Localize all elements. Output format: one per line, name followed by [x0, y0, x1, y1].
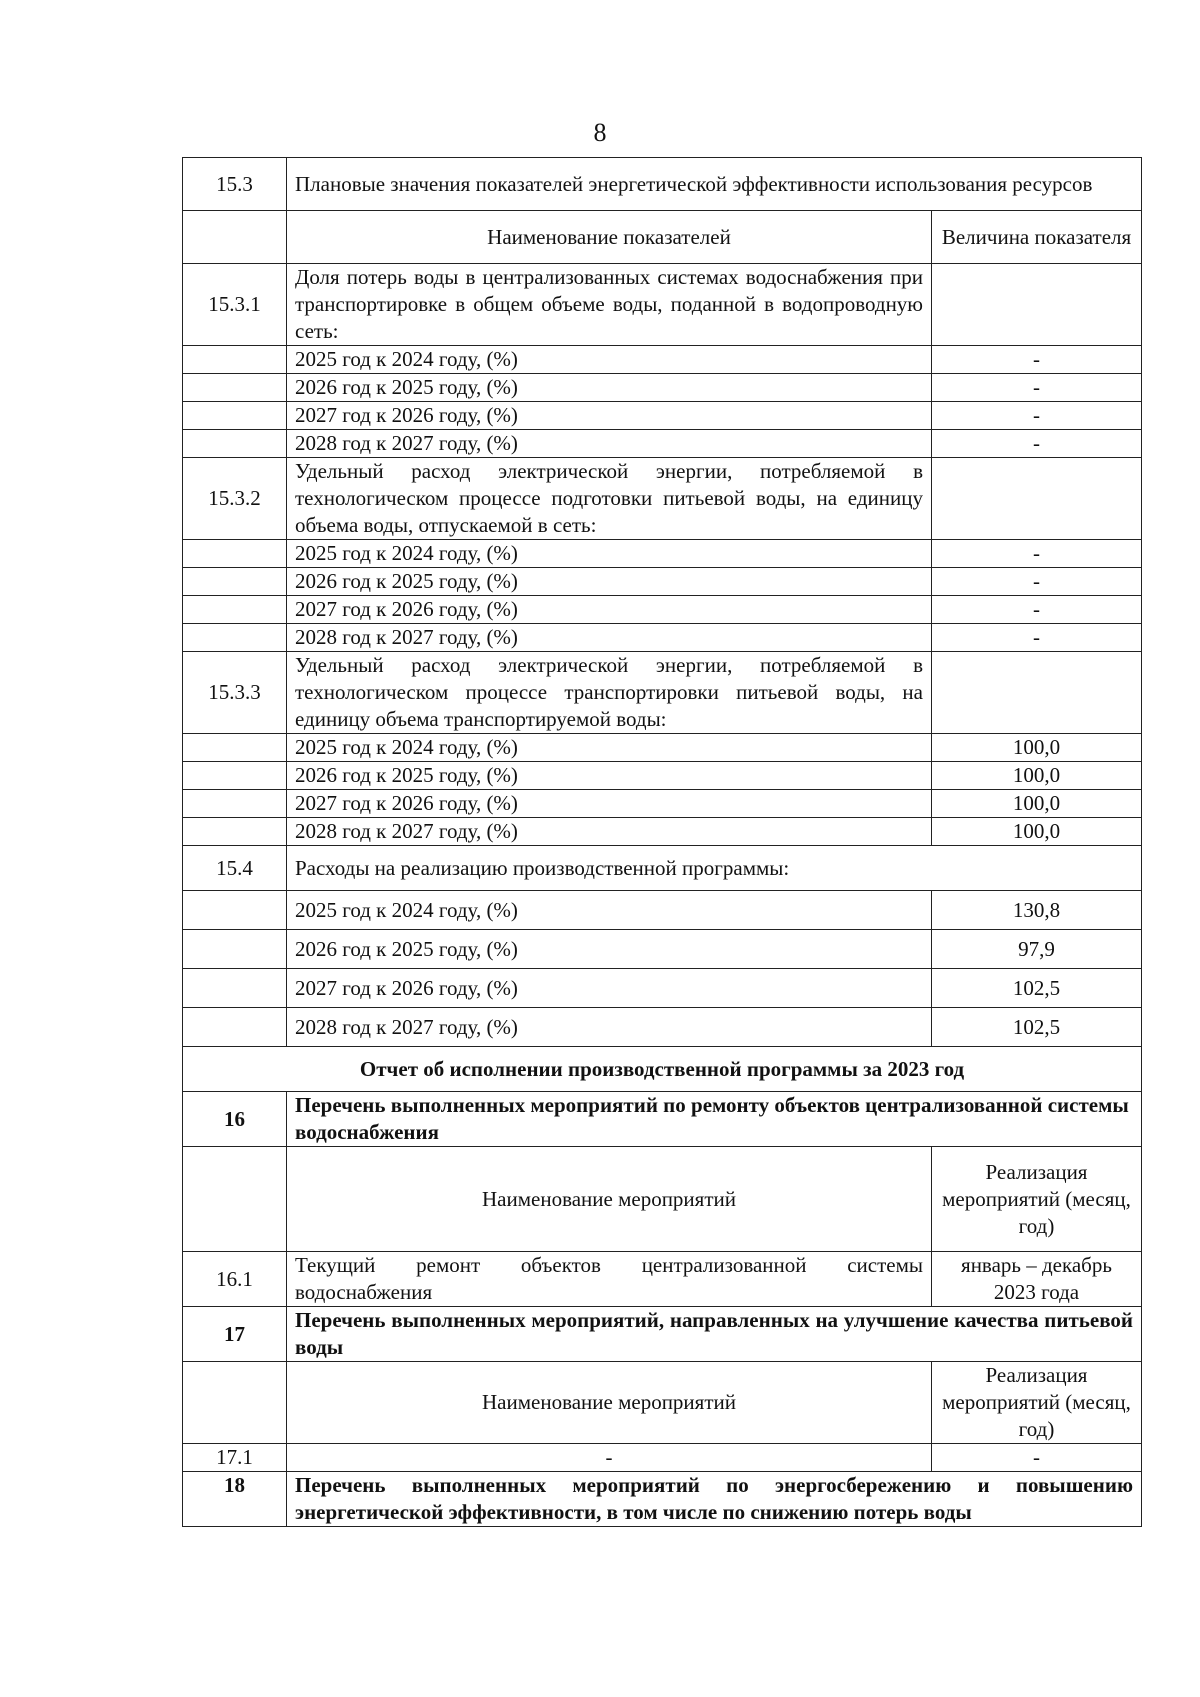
column-header-value: Величина показателя — [932, 211, 1142, 264]
table-row — [183, 762, 1142, 790]
table-row — [183, 346, 1142, 374]
column-header-impl: Реализация мероприятий (месяц, год) — [932, 1362, 1142, 1444]
indicator-15-3-1-row — [183, 264, 1142, 346]
row-value: 102,5 — [932, 969, 1142, 1008]
table-row — [183, 891, 1142, 930]
table-row — [183, 624, 1142, 652]
column-header-row — [183, 211, 1142, 264]
row-label: 2027 год к 2026 году, (%) — [287, 969, 932, 1008]
indicator-text: Удельный расход электрической энергии, потребляемой в технологическом процессе подготовки питьевой воды, на единицу объема воды, отпускаемой в сеть: — [287, 458, 932, 540]
table-row — [183, 930, 1142, 969]
row-value: 100,0 — [932, 818, 1142, 846]
row-label: 2028 год к 2027 году, (%) — [287, 1008, 932, 1047]
section-number: 17 — [183, 1307, 287, 1362]
indicator-number: 15.3.3 — [183, 652, 287, 734]
section-number: 15.3 — [183, 158, 287, 211]
page-number: 8 — [593, 118, 607, 147]
empty-cell — [183, 1147, 287, 1252]
row-label: 2027 год к 2026 году, (%) — [287, 790, 932, 818]
column-header-row — [183, 1362, 1142, 1444]
column-header-impl: Реализация мероприятий (месяц, год) — [932, 1147, 1142, 1252]
section-16-row — [183, 1092, 1142, 1147]
column-header-name: Наименование мероприятий — [287, 1362, 932, 1444]
row-value: - — [932, 402, 1142, 430]
row-value: 100,0 — [932, 762, 1142, 790]
section-title: Расходы на реализацию производственной программы: — [287, 846, 1142, 891]
table-row — [183, 1444, 1142, 1472]
column-header-name: Наименование мероприятий — [287, 1147, 932, 1252]
section-number: 16 — [183, 1092, 287, 1147]
section-17-row — [183, 1307, 1142, 1362]
indicator-15-3-3-row — [183, 652, 1142, 734]
section-title: Перечень выполненных мероприятий, направленных на улучшение качества питьевой воды — [287, 1307, 1142, 1362]
item-number: 16.1 — [183, 1252, 287, 1307]
table-row — [183, 1252, 1142, 1307]
row-value: 100,0 — [932, 790, 1142, 818]
indicator-text: Доля потерь воды в централизованных системах водоснабжения при транспортировке в общем объеме воды, поданной в водопроводную сеть: — [287, 264, 932, 346]
document-table — [182, 157, 1142, 1527]
row-label: 2025 год к 2024 году, (%) — [287, 891, 932, 930]
indicator-number: 15.3.1 — [183, 264, 287, 346]
section-title: Перечень выполненных мероприятий по энергосбережению и повышению энергетической эффективности, в том числе по снижению потерь воды — [287, 1472, 1142, 1527]
table-row — [183, 734, 1142, 762]
item-value: январь – декабрь 2023 года — [932, 1252, 1142, 1307]
item-text: - — [287, 1444, 932, 1472]
row-value: - — [932, 374, 1142, 402]
table-row — [183, 568, 1142, 596]
table-row — [183, 596, 1142, 624]
row-value: - — [932, 624, 1142, 652]
row-label: 2025 год к 2024 году, (%) — [287, 734, 932, 762]
empty-cell — [932, 652, 1142, 734]
indicator-text: Удельный расход электрической энергии, потребляемой в технологическом процессе транспортировки питьевой воды, на единицу объема транспортируемой воды: — [287, 652, 932, 734]
row-label: 2027 год к 2026 году, (%) — [287, 402, 932, 430]
item-text: Текущий ремонт объектов централизованной системы водоснабжения — [287, 1252, 932, 1307]
row-label: 2027 год к 2026 году, (%) — [287, 596, 932, 624]
section-title: Перечень выполненных мероприятий по ремонту объектов централизованной системы водоснабжения — [287, 1092, 1142, 1147]
table-row — [183, 969, 1142, 1008]
row-label: 2028 год к 2027 году, (%) — [287, 624, 932, 652]
row-value: 130,8 — [932, 891, 1142, 930]
empty-cell — [932, 458, 1142, 540]
row-label: 2026 год к 2025 году, (%) — [287, 762, 932, 790]
item-value: - — [932, 1444, 1142, 1472]
item-number: 17.1 — [183, 1444, 287, 1472]
row-label: 2028 год к 2027 году, (%) — [287, 818, 932, 846]
row-label: 2026 год к 2025 году, (%) — [287, 374, 932, 402]
row-value: - — [932, 596, 1142, 624]
indicator-15-3-2-row — [183, 458, 1142, 540]
row-value: - — [932, 346, 1142, 374]
row-label: 2026 год к 2025 году, (%) — [287, 930, 932, 969]
row-value: 97,9 — [932, 930, 1142, 969]
section-18-row — [183, 1472, 1142, 1527]
row-label: 2028 год к 2027 году, (%) — [287, 430, 932, 458]
table-row — [183, 374, 1142, 402]
row-value: - — [932, 430, 1142, 458]
report-title: Отчет об исполнении производственной программы за 2023 год — [183, 1047, 1142, 1092]
table-row — [183, 1008, 1142, 1047]
empty-cell — [183, 211, 287, 264]
row-label: 2026 год к 2025 году, (%) — [287, 568, 932, 596]
row-label: 2025 год к 2024 году, (%) — [287, 346, 932, 374]
row-value: 100,0 — [932, 734, 1142, 762]
row-value: - — [932, 568, 1142, 596]
section-title: Плановые значения показателей энергетической эффективности использования ресурсов — [287, 158, 1142, 211]
table-row — [183, 818, 1142, 846]
indicator-number: 15.3.2 — [183, 458, 287, 540]
section-number: 18 — [183, 1472, 287, 1527]
table-row — [183, 402, 1142, 430]
table-row — [183, 430, 1142, 458]
section-15-3-row — [183, 158, 1142, 211]
column-header-row — [183, 1147, 1142, 1252]
section-number: 15.4 — [183, 846, 287, 891]
section-15-4-row — [183, 846, 1142, 891]
report-title-row — [183, 1047, 1142, 1092]
empty-cell — [932, 264, 1142, 346]
row-label: 2025 год к 2024 году, (%) — [287, 540, 932, 568]
empty-cell — [183, 1362, 287, 1444]
row-value: - — [932, 540, 1142, 568]
table-row — [183, 790, 1142, 818]
column-header-name: Наименование показателей — [287, 211, 932, 264]
table-row — [183, 540, 1142, 568]
row-value: 102,5 — [932, 1008, 1142, 1047]
